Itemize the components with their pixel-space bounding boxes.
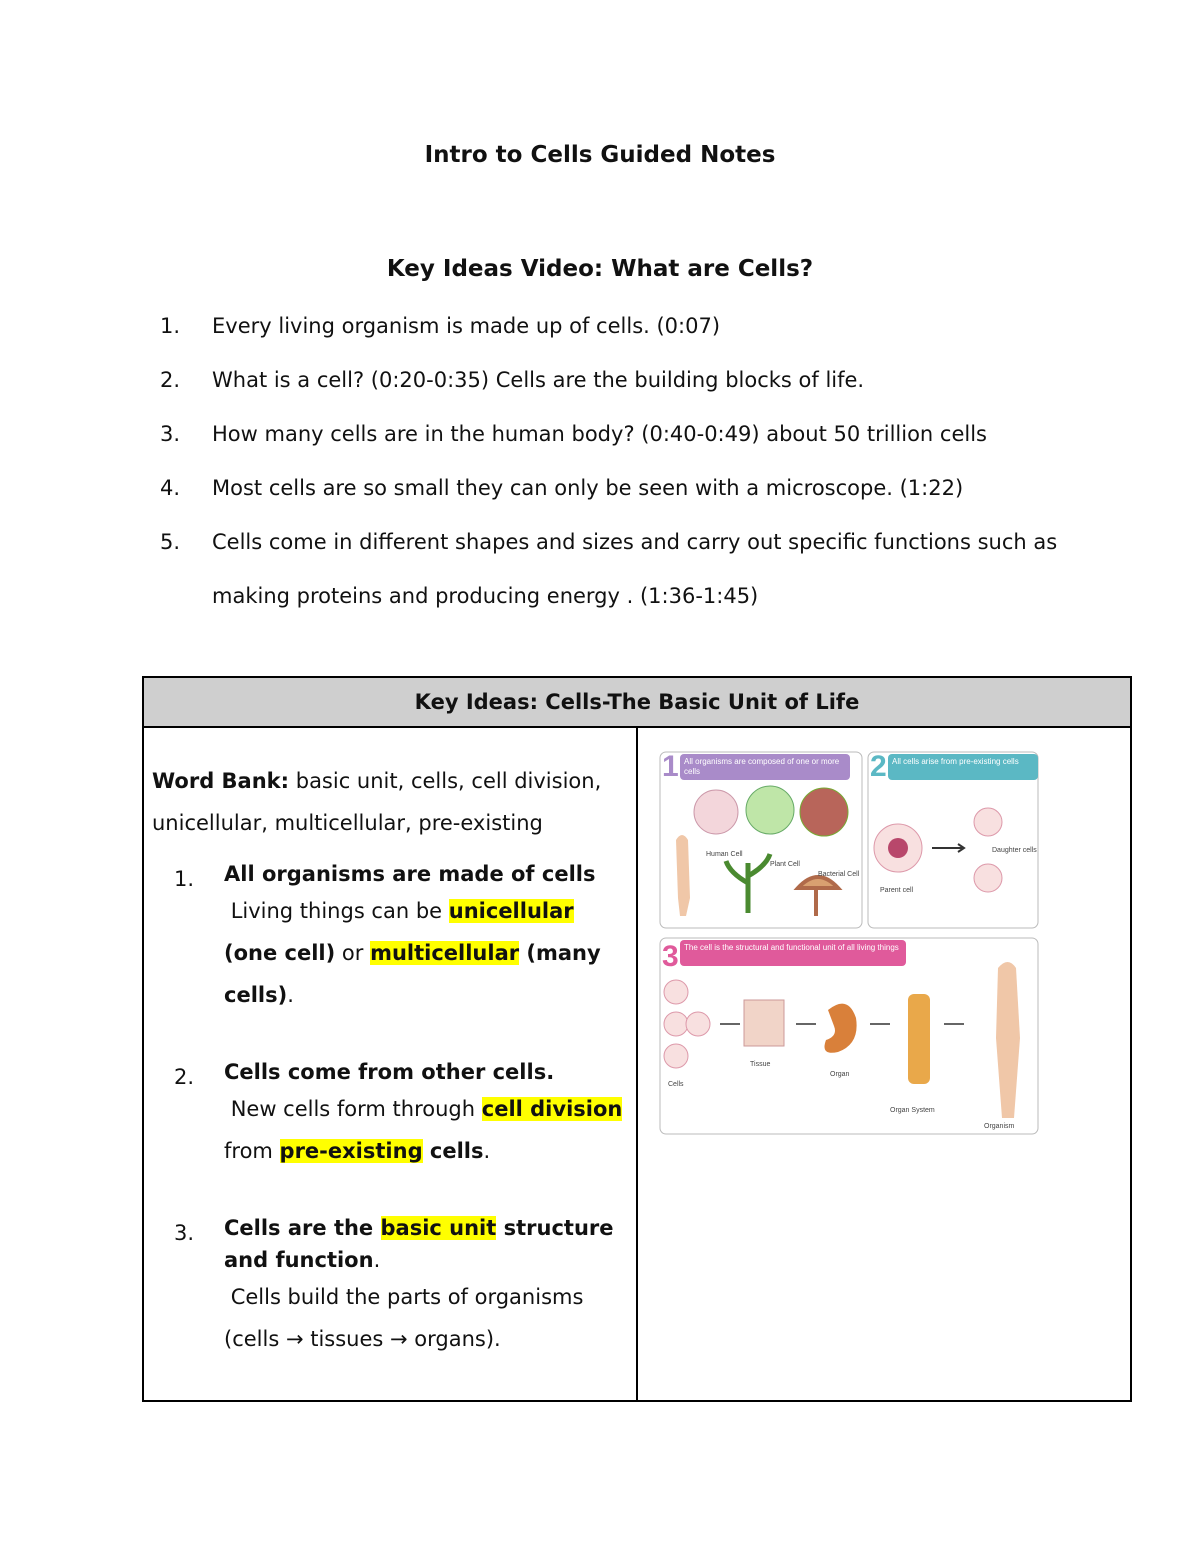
human-cell-icon bbox=[694, 790, 738, 834]
cell-icon bbox=[664, 1012, 688, 1036]
panel-2-number: 2 bbox=[870, 750, 887, 783]
body-text: from bbox=[224, 1139, 280, 1163]
list-item bbox=[160, 416, 1060, 470]
panel-3-title: The cell is the structural and functional unit of all living things bbox=[684, 943, 899, 952]
item-text: Cells come in different shapes and sizes and carry out specific functions such as making proteins and producing energy . (1:36-1:45) bbox=[212, 530, 1058, 608]
highlight-term: pre-existing bbox=[279, 1139, 423, 1163]
cell-icon bbox=[664, 980, 688, 1004]
key-ideas-table bbox=[142, 676, 1132, 1402]
item-text: Every living organism is made up of cells. (0:07) bbox=[212, 314, 721, 338]
key-ideas-list bbox=[152, 858, 626, 1360]
video-section-heading: Key Ideas Video: What are Cells? bbox=[386, 256, 814, 282]
body-bold: cells bbox=[422, 1139, 484, 1163]
body-text: Cells build the parts of organisms (cells → tissues → organs). bbox=[224, 1285, 584, 1351]
body-text: New cells form through bbox=[230, 1097, 482, 1121]
item-number: 2. bbox=[160, 368, 181, 392]
idea-body bbox=[224, 890, 626, 1016]
organ-system-icon bbox=[908, 994, 930, 1084]
figure-cell bbox=[637, 727, 1131, 1401]
item-text: How many cells are in the human body? (0:40-0:49) about 50 trillion cells bbox=[212, 422, 987, 446]
body-text: or bbox=[335, 941, 371, 965]
body-text: . bbox=[287, 983, 294, 1007]
list-item bbox=[160, 515, 1060, 623]
cell-theory-diagram bbox=[658, 748, 1042, 1138]
panel-2-title: All cells arise from pre-existing cells bbox=[892, 757, 1019, 766]
notes-cell bbox=[143, 727, 637, 1401]
video-notes-list bbox=[160, 308, 1060, 623]
figure-label: Daughter cells bbox=[992, 847, 1037, 854]
list-item bbox=[160, 308, 1060, 362]
item-number: 1. bbox=[160, 314, 181, 338]
idea-body bbox=[224, 1088, 626, 1172]
cell-icon bbox=[686, 1012, 710, 1036]
list-item bbox=[152, 858, 626, 1016]
word-bank-label: Word Bank: bbox=[152, 769, 290, 793]
body-bold: (many cells) bbox=[224, 941, 601, 1007]
list-item bbox=[160, 362, 1060, 416]
item-number: 5. bbox=[160, 530, 181, 554]
item-number: 2. bbox=[174, 1065, 195, 1089]
plant-cell-icon bbox=[746, 786, 794, 834]
item-number: 4. bbox=[160, 476, 181, 500]
table-header: Key Ideas: Cells-The Basic Unit of Life bbox=[143, 677, 1131, 727]
panel-3-number: 3 bbox=[662, 940, 679, 973]
item-text: What is a cell? (0:20-0:35) Cells are the building blocks of life. bbox=[212, 368, 865, 392]
panel-1-number: 1 bbox=[662, 750, 679, 783]
figure-label: Human Cell bbox=[706, 851, 743, 858]
daughter-cell-icon bbox=[974, 808, 1002, 836]
idea-heading bbox=[224, 1212, 626, 1276]
item-number: 3. bbox=[160, 422, 181, 446]
figure-label: Organ System bbox=[890, 1107, 935, 1114]
list-item bbox=[152, 1212, 626, 1360]
highlight-term: basic unit bbox=[380, 1216, 497, 1240]
body-text: . bbox=[483, 1139, 491, 1163]
body-bold: (one cell) bbox=[224, 941, 336, 965]
figure-label: Bacterial Cell bbox=[818, 871, 860, 878]
idea-body bbox=[224, 1276, 626, 1360]
figure-label: Organism bbox=[984, 1123, 1015, 1130]
highlight-term: cell division bbox=[481, 1097, 623, 1121]
nucleus-icon bbox=[888, 838, 908, 858]
heading-text: Cells are the bbox=[224, 1216, 381, 1240]
heading-text: structure and function bbox=[224, 1216, 614, 1272]
figure-label: Parent cell bbox=[880, 887, 914, 894]
highlight-term: multicellular bbox=[370, 941, 520, 965]
tissue-icon bbox=[744, 1000, 784, 1046]
cell-icon bbox=[664, 1044, 688, 1068]
word-bank bbox=[152, 760, 626, 844]
item-number: 3. bbox=[174, 1221, 195, 1245]
panel-1-title: All organisms are composed of one or more cells bbox=[684, 757, 840, 776]
item-text: Most cells are so small they can only be seen with a microscope. (1:22) bbox=[212, 476, 964, 500]
daughter-cell-icon bbox=[974, 864, 1002, 892]
item-number: 1. bbox=[174, 867, 195, 891]
heading-text: . bbox=[373, 1248, 381, 1272]
idea-heading: Cells come from other cells. bbox=[224, 1060, 555, 1084]
figure-label: Tissue bbox=[750, 1061, 771, 1068]
figure-label: Plant Cell bbox=[770, 861, 800, 868]
figure-label: Cells bbox=[668, 1081, 684, 1088]
idea-heading: All organisms are made of cells bbox=[224, 862, 596, 886]
page-title: Intro to Cells Guided Notes bbox=[424, 142, 776, 168]
figure-label: Organ bbox=[830, 1071, 850, 1078]
body-text: Living things can be bbox=[230, 899, 449, 923]
bacterial-cell-icon bbox=[800, 788, 848, 836]
highlight-term: unicellular bbox=[448, 899, 574, 923]
word-bank-text: basic unit, cells, cell division, unicellular, multicellular, pre-existing bbox=[152, 769, 602, 835]
list-item bbox=[152, 1056, 626, 1172]
